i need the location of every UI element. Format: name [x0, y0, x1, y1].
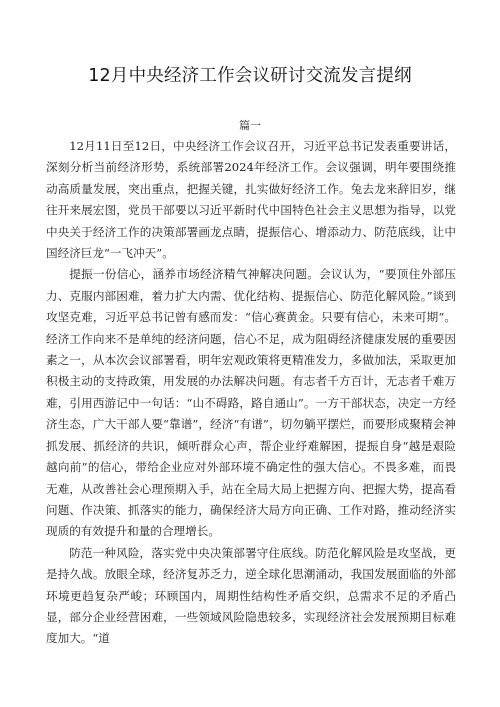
paragraph: 防范一种风险，落实党中央决策部署守住底线。防范化解风险是攻坚战，更是持久战。放眼全球，经济复苏乏力，逆全球化思潮涌动，我国发展面临的外部环境更趋复杂严峻；环顾国内，周期性结构性矛盾交织，总需求不足的矛盾凸显，部分企业经营困难，一些领域风险隐患较多，实现经济社会发展预期目标难度加大。“道	[46, 545, 456, 646]
paragraph: 12月11日至12日，中央经济工作会议召开，习近平总书记发表重要讲话，深刻分析当前经济形势，系统部署2024年经济工作。会议强调，明年要围绕推动高质量发展，突出重点，把握关键，扎实做好经济工作。兔去龙来辞旧岁，继往开来展宏图，党员干部要以习近平新时代中国特色社会主义思想为指导，以党中央关于经济工作的决策部署画龙点睛，提振信心、增添动力、防范底线，让中国经济巨龙“一飞冲天”。	[46, 139, 456, 261]
paragraph: 提振一份信心，涵养市场经济精气神解决问题。会议认为，“要顶住外部压力、克服内部困难，着力扩大内需、优化结构、提振信心、防范化解风险。”谈到攻坚克难，习近平总书记曾有感而发：“信心赛黄金。只要有信心，未来可期“。经济工作向来不是单纯的经济问题，信心不足，成为阻碍经济健康发展的重要因素之一，从本次会议部署看，明年宏观政策将更精准发力，多做加法，采取更加积极主动的支持政策，用发展的办法解决问题。有志者千方百计，无志者千难万难，引用西游记中一句话：“山不碍路，路自通山”。一方干部状态，决定一方经济生态，广大干部人要“靠谱”，经济“有谱”，切勿躺平摆烂，而要形成聚精会神抓发展、抓经济的共识，倾听群众心声，帮企业纾难解困，提振自身“越是艰险越向前”的信心，带给企业应对外部环境不确定性的强大信心。不畏多难，而畏无难，从改善社会心理预期入手，站在全局大局上把握方向、把握大势，提高看问题、作决策、抓落实的能力，确保经济大局方向正确、工作对路，推动经济实现质的有效提升和量的合理增长。	[46, 267, 456, 539]
section-label: 篇一	[239, 119, 261, 132]
document-title: 12月中央经济工作会议研讨交流发言提纲	[88, 66, 412, 86]
document-body	[46, 136, 456, 650]
